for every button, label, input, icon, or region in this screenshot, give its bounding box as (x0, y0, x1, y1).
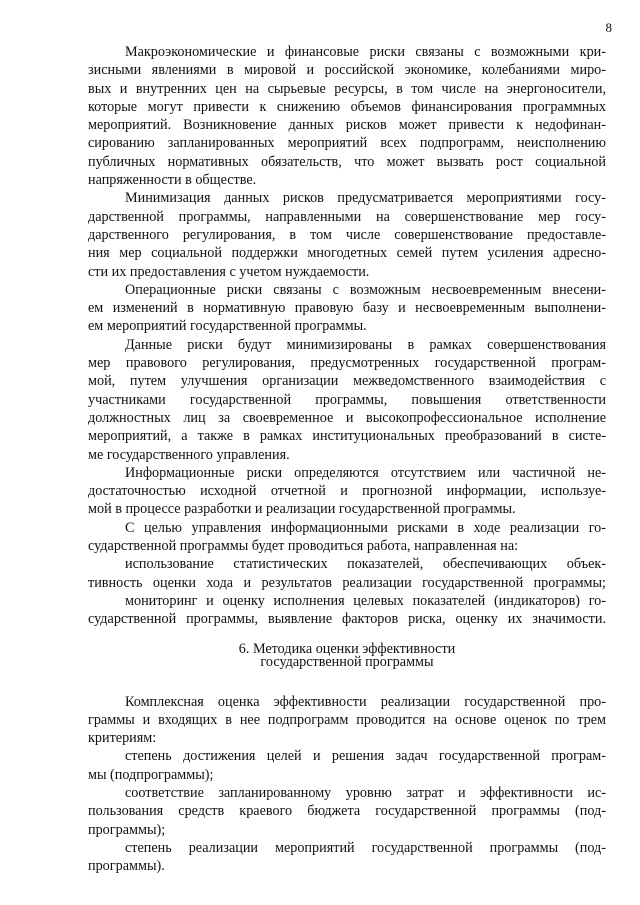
document-body (88, 43, 606, 875)
text-line: пользования средств краевого бюджета государственной программы (под- (88, 803, 606, 820)
list-item-implementation-degree (88, 839, 606, 876)
text-line: мер правового регулирования, предусмотренных государственной програм- (88, 355, 606, 372)
text-line: Данные риски будут минимизированы в рамках совершенствования (125, 336, 606, 353)
page-number: 8 (605, 20, 612, 35)
text-line: использование статистических показателей, обеспечивающих объек- (125, 556, 606, 573)
paragraph-operational-risks (88, 281, 606, 336)
text-line: публичных нормативных обязательств, что может вызвать рост социальной (88, 153, 606, 170)
text-line: мы (подпрограммы); (88, 766, 214, 783)
text-line: степень достижения целей и решения задач государственной програм- (125, 748, 606, 765)
paragraph-risk-minimization (88, 189, 606, 280)
text-line: сударственной программы будет проводиться работа, направленная на: (88, 538, 519, 555)
text-line: сированию запланированных мероприятий всех подпрограмм, неисполнению (88, 135, 606, 152)
text-line: критериям: (88, 730, 157, 747)
text-line: мероприятий. Возникновение данных рисков может привести к недофинан- (88, 117, 606, 134)
text-line: С целью управления информационными рисками в ходе реализации го- (125, 519, 606, 536)
text-line: программы). (88, 858, 165, 875)
text-line: которые могут привести к снижению объемов финансирования программных (88, 98, 606, 115)
list-item-cost-efficiency (88, 784, 606, 839)
paragraph-comprehensive-assessment (88, 693, 606, 748)
paragraph-macroeconomic-risks (88, 43, 606, 189)
text-line: достаточностью исходной отчетной и прогнозной информации, используе- (88, 483, 606, 500)
text-line: степень реализации мероприятий государственной программы (под- (125, 839, 606, 856)
section-heading (88, 640, 606, 670)
text-line: мероприятий, а также в рамках институциональных преобразований в систе- (88, 428, 606, 445)
section-heading-line: государственной программы (260, 653, 434, 670)
text-line: вых и внутренних цен на сырьевые ресурсы, в том числе на энергоносители, (88, 80, 606, 97)
text-line: соответствие запланированному уровню затрат и эффективности ис- (125, 784, 606, 801)
text-line: тивность оценки хода и результатов реализации государственной программы; (88, 574, 606, 591)
list-item-monitoring (88, 592, 606, 629)
text-line: Минимизация данных рисков предусматривается мероприятиями госу- (125, 190, 606, 207)
text-line: граммы и входящих в нее подпрограмм проводится на основе оценок по трем (88, 711, 606, 728)
text-line: должностных лиц за своевременное и высокопрофессиональное исполнение (88, 409, 606, 426)
paragraph-operational-minimization (88, 336, 606, 464)
text-line: ем мероприятий государственной программы. (88, 318, 367, 335)
list-item-goal-achievement (88, 747, 606, 784)
text-line: ме государственного управления. (88, 446, 290, 463)
text-line: напряженности в обществе. (88, 172, 257, 189)
paragraph-information-risks (88, 464, 606, 519)
text-line: Макроэкономические и финансовые риски связаны с возможными кри- (125, 44, 606, 60)
text-line: Операционные риски связаны с возможным несвоевременным внесени- (125, 281, 606, 298)
text-line: мой, путем улучшения организации межведомственного взаимодействия с (88, 373, 606, 390)
text-line: Комплексная оценка эффективности реализации государственной про- (125, 693, 606, 710)
text-line: Информационные риски определяются отсутствием или частичной не- (125, 464, 606, 481)
text-line: ем изменений в нормативную правовую базу и несвоевременным выполнени- (88, 300, 606, 317)
text-line: дарственной программы, направленными на совершенствование мер госу- (88, 208, 606, 225)
text-line: дарственного регулирования, в том числе совершенствование предоставле- (88, 226, 606, 243)
section-heading-line: 6. Методика оценки эффективности (238, 640, 456, 657)
paragraph-information-management (88, 519, 606, 556)
text-line: ния мер социальной поддержки многодетных семей путем усиления адресно- (88, 245, 606, 262)
text-line: сударственной программы, выявление факторов риска, оценку их значимости. (88, 611, 606, 628)
text-line: мониторинг и оценку исполнения целевых показателей (индикаторов) го- (125, 592, 606, 609)
text-line: программы); (88, 821, 166, 838)
text-line: мой в процессе разработки и реализации государственной программы. (88, 501, 516, 518)
text-line: зисными явлениями в мировой и российской экономике, колебаниями миро- (88, 62, 606, 79)
list-item-statistics (88, 555, 606, 592)
text-line: сти их предоставления с учетом нуждаемости. (88, 263, 370, 280)
text-line: участниками государственной программы, повышения ответственности (88, 391, 606, 408)
